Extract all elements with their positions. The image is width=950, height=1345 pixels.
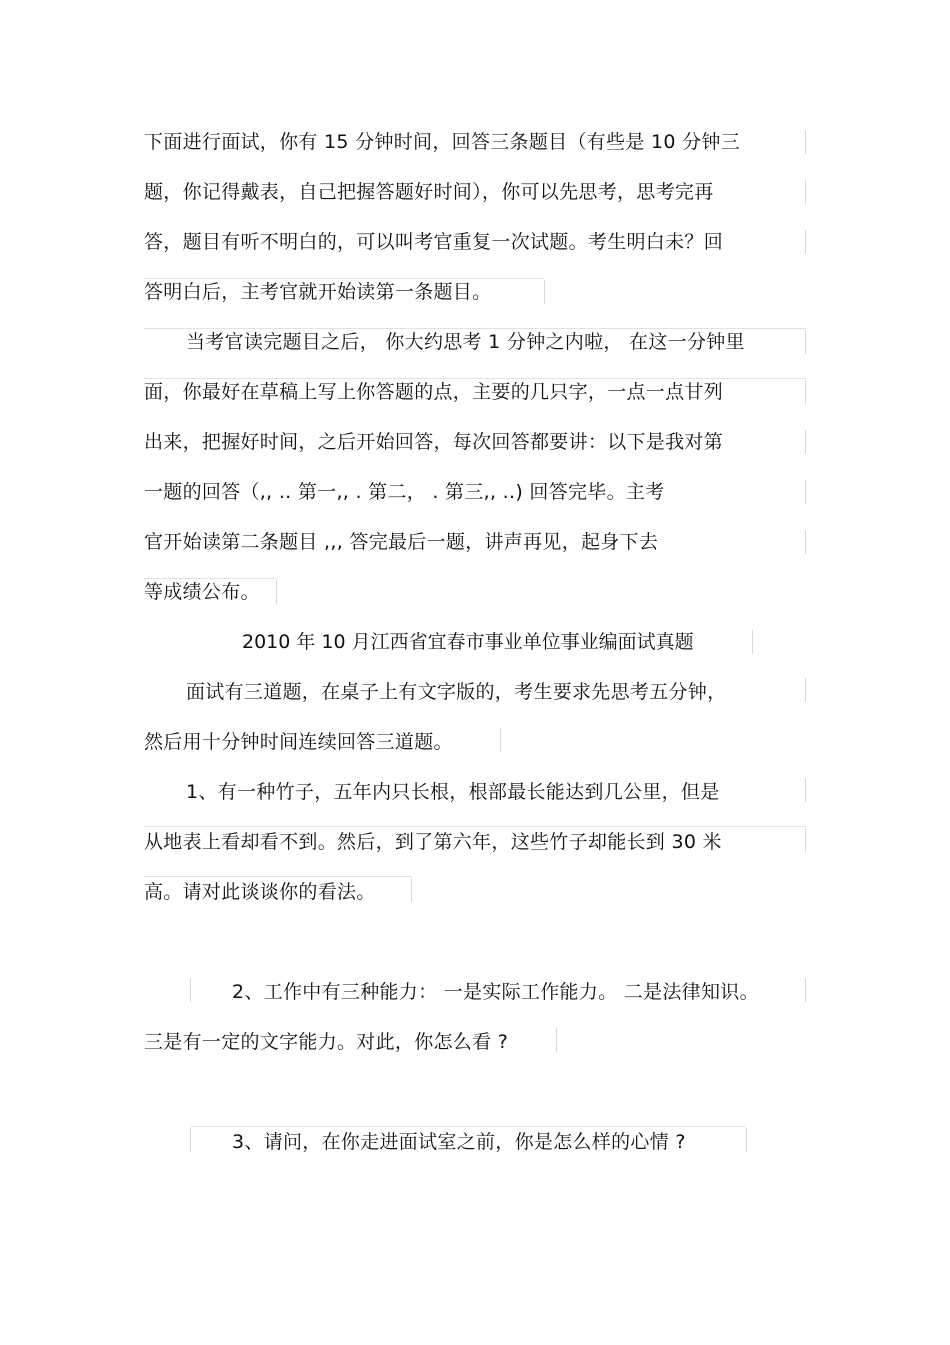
- cell-border: [805, 480, 806, 504]
- cell-border: [805, 380, 806, 404]
- cell-border: [805, 778, 806, 802]
- cell-border: [144, 328, 806, 329]
- process-line: 等成绩公布。: [144, 581, 260, 603]
- cell-border: [805, 828, 806, 852]
- process-line: 面，你最好在草稿上写上你答题的点，主要的几只字，一点一点甘列: [144, 381, 724, 403]
- cell-border: [746, 1128, 747, 1152]
- cell-border: [190, 1126, 746, 1127]
- process-line: 官开始读第二条题目 ,,, 答完最后一题，讲声再见，起身下去: [144, 531, 659, 553]
- process-line: 当考官读完题目之后， 你大约思考 1 分钟之内啦， 在这一分钟里: [186, 331, 745, 353]
- cell-border: [144, 278, 544, 279]
- section-intro-line: 面试有三道题，在桌子上有文字版的，考生要求先思考五分钟，: [186, 681, 727, 703]
- intro-line: 答明白后，主考官就开始读第一条题目。: [144, 281, 492, 303]
- cell-border: [805, 330, 806, 354]
- cell-border: [190, 1128, 191, 1152]
- cell-border: [144, 378, 806, 379]
- section-intro-line: 然后用十分钟时间连续回答三道题。: [144, 731, 453, 753]
- process-line: 出来，把握好时间，之后开始回答，每次回答都要讲：以下是我对第: [144, 431, 724, 453]
- cell-border: [500, 728, 501, 752]
- cell-border: [805, 230, 806, 254]
- intro-line: 答，题目有听不明白的，可以叫考官重复一次试题。考生明白未？回: [144, 231, 724, 253]
- cell-border: [144, 876, 412, 877]
- cell-border: [276, 580, 277, 604]
- cell-border: [411, 878, 412, 902]
- cell-border: [805, 130, 806, 154]
- cell-border: [805, 978, 806, 1002]
- cell-border: [805, 180, 806, 204]
- cell-border: [144, 578, 276, 579]
- cell-border: [544, 280, 545, 304]
- cell-border: [752, 630, 753, 654]
- cell-border: [556, 1028, 557, 1052]
- cell-border: [144, 826, 806, 827]
- section-title: 2010 年 10 月江西省宜春市事业单位事业编面试真题: [242, 631, 694, 653]
- question-2-line: 三是有一定的文字能力。对此，你怎么看 ?: [144, 1031, 509, 1053]
- cell-border: [805, 530, 806, 554]
- question-3-line: 3、请问，在你走进面试室之前，你是怎么样的心情 ?: [232, 1131, 686, 1153]
- question-1-line: 从地表上看却看不到。然后，到了第六年，这些竹子却能长到 30 米: [144, 831, 722, 853]
- intro-line: 题，你记得戴表，自己把握答题好时间），你可以先思考，思考完再: [144, 181, 714, 203]
- cell-border: [805, 430, 806, 454]
- question-1-line: 高。请对此谈谈你的看法。: [144, 881, 376, 903]
- question-2-line: 2、工作中有三种能力： 一是实际工作能力。 二是法律知识。: [232, 981, 759, 1003]
- cell-border: [190, 978, 191, 1002]
- question-1-line: 1、有一种竹子，五年内只长根，根部最长能达到几公里，但是: [186, 781, 720, 803]
- intro-line: 下面进行面试，你有 15 分钟时间，回答三条题目（有些是 10 分钟三: [144, 131, 741, 153]
- cell-border: [805, 678, 806, 702]
- process-line: 一题的回答（,, .. 第一,, . 第二， . 第三,, ..) 回答完毕。主考: [144, 481, 665, 503]
